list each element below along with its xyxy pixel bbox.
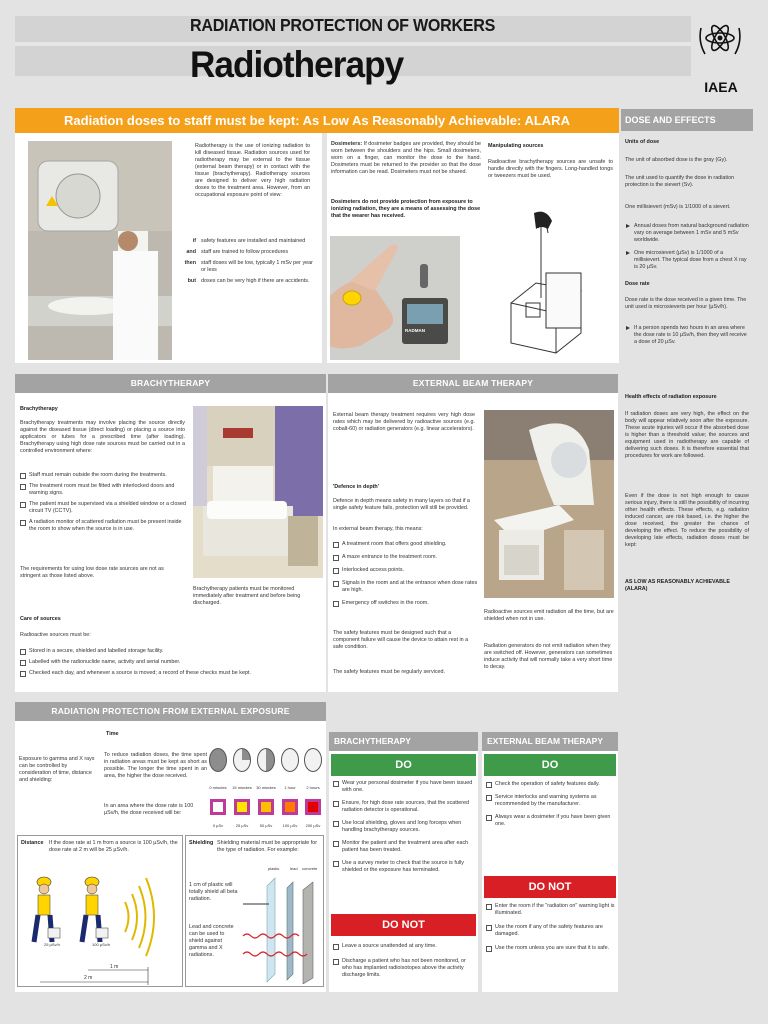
tongs-drawing [486, 203, 614, 360]
dose-swatch [305, 799, 321, 815]
clock-label: 1 hour [284, 785, 296, 790]
distance-illustration [20, 862, 182, 986]
header-kicker: RADIATION PROTECTION OF WORKERS [190, 15, 496, 35]
distance-text: If the dose rate at 1 m from a source is 100 µSv/h, the dose rate at 2 m will be 25 µSv/h. [49, 840, 178, 853]
ext-donot-bar: DO NOT [484, 876, 616, 898]
distance-title: Distance [21, 840, 44, 846]
care-text: Radioactive sources must be: [20, 632, 91, 638]
brachy-do-bar: DO [331, 754, 476, 776]
brachy-do-item: Monitor the patient and the treatment area after each patient has been treated. [333, 840, 475, 854]
condition-key: if [192, 238, 196, 244]
ext-service: The safety features must be regularly serviced. [333, 669, 446, 675]
brachy-header: BRACHYTHERAPY [15, 374, 326, 393]
dose-row [208, 796, 324, 832]
linac-caption2: Radiation generators do not emit radiation when they are switched off. However, generators can sometimes induce activity that will normally take a very short time to decay. [484, 643, 613, 670]
dose-rate-text: Dose rate is the dose received in a given time. The unit used is microsieverts per hour (µSv/h). [625, 297, 747, 310]
brachy-donot-item: Leave a source unattended at any time. [333, 943, 475, 950]
brachy-item: A radiation monitor of scattered radiation must be present inside the room to show when the source is in use. [20, 519, 188, 533]
ext-list [333, 541, 478, 611]
condition-row [179, 278, 315, 285]
ext-design: The safety features must be designed such that a component failure will cause the device to attain rest in a safe condition. [333, 630, 469, 650]
brachy-photo [193, 406, 323, 578]
units-title: Units of dose [625, 139, 660, 145]
condition-text: staff doses will be low, typically 1 mSv per year or less [201, 260, 313, 273]
brachy-low-dose: The requirements for using low dose rate sources are not as stringent as those listed above. [20, 566, 164, 579]
ext-item: Emergency off switches in the room. [333, 600, 478, 607]
brachy-item: The patient must be supervised via a shielded window or a closed circuit TV (CCTV). [20, 501, 188, 515]
shield-p2: Lead and concrete can be used to shield against gamma and X radiations. [189, 924, 234, 958]
health-title: Health effects of radiation exposure [625, 394, 717, 400]
shielding-text: Shielding material must be appropriate for the type of radiation. For example: [217, 840, 318, 853]
units-bullets [625, 223, 751, 275]
did-means: In external beam therapy, this means: [333, 526, 423, 532]
mat-label: plastic [268, 866, 280, 871]
dose-label: 25 µSv [235, 823, 249, 828]
dose-swatch [234, 799, 250, 815]
dose-effects-header: DOSE AND EFFECTS [621, 109, 753, 131]
shielding-title: Shielding [189, 840, 214, 846]
did-title: 'Defence in depth' [333, 484, 379, 490]
brachy-do-header: BRACHYTHERAPY [329, 732, 478, 751]
brachy-donot-list [333, 943, 475, 983]
brachy-caption: Brachytherapy patients must be monitored immediately after treatment and before being discharged. [193, 586, 301, 606]
shielding-box [185, 835, 324, 987]
did-text: Defence in depth means safety in many layers so that if a single safety feature fails, protection will still be provided. [333, 498, 470, 511]
manipulating-title: Manipulating sources [488, 143, 544, 149]
brachy-item: Staff must remain outside the room during the treatments. [20, 472, 188, 479]
condition-key: then [184, 260, 196, 266]
health-p1: If radiation doses are very high, the effect on the body will appear relatively soon after the exposure. These acute injuries will occur if the absorbed dose is higher than a threshold value; the sources and equipment used in radiotherapy are capable of delivering such doses. It is therefore essential that procedures for work are followed. [625, 411, 749, 459]
rp-header: RADIATION PROTECTION FROM EXTERNAL EXPOSURE [15, 702, 326, 721]
dose-effects-body [621, 131, 753, 991]
worker-near [82, 877, 108, 942]
brachy-donot-bar: DO NOT [331, 914, 476, 936]
units-p3: One millisievert (mSv) is 1/1000 of a sievert. [625, 204, 731, 210]
mat-label: concrete [302, 866, 318, 871]
alara-banner [15, 108, 619, 133]
mat-label: lead [290, 866, 298, 871]
clock-icon [257, 748, 275, 772]
alara-banner-phrase: As Low As Reasonably Achievable: ALARA [302, 113, 570, 128]
care-list [20, 648, 320, 681]
dose-label: 100 µSv [282, 823, 298, 828]
shield-p1: 1 cm of plastic will totally shield all beta radiation. [189, 882, 238, 902]
brachy-do-item: Wear your personal dosimeter if you have been issued with one. [333, 780, 475, 794]
dose-label: 0 µSv [212, 823, 224, 828]
clock-icon [281, 748, 299, 772]
clock-label: 15 minutes [232, 785, 252, 790]
dose-swatch [258, 799, 274, 815]
dose-label: 200 µSv [305, 823, 321, 828]
ext-do-bar: DO [484, 754, 616, 776]
dosimeters-body: If dosimeter badges are provided, they should be worn between the shoulders and the hips. Small dosimeters, worn on a finger, can monitor the dose to the hand. Dosimeters must be returned to the provider so that the dose information can be read. Dosimeters must not be shared. [331, 141, 481, 175]
intro-text: Radiotherapy is the use of ionizing radiation to kill diseased tissue. Radiation sources used for radiotherapy may be external to the tissue (external beam therapy) or in contact with the tissue (brachytherapy). Radiotherapy sources are designed to deliver very high radiation doses to the treatment area. However, from an occupational exposure point of view: [195, 143, 310, 198]
intro-photo [28, 141, 172, 360]
condition-text: doses can be very high if there are accidents. [201, 278, 310, 284]
clock-icon [209, 748, 227, 772]
ext-do-header: EXTERNAL BEAM THERAPY [482, 732, 618, 751]
shielding-illustration [241, 874, 323, 984]
clock-icon [304, 748, 322, 772]
alara-banner-prefix: Radiation doses to staff must be kept: [64, 113, 300, 128]
condition-row [179, 260, 315, 274]
clock-label: 30 minutes [256, 785, 276, 790]
dose-rate-bullets [625, 325, 751, 350]
iaea-logo-text: IAEA [704, 79, 738, 95]
units-p1: The unit of absorbed dose is the gray (Gy). [625, 157, 728, 163]
ext-donot-item: Use the room unless you are sure that it is safe. [486, 945, 616, 952]
ext-item: Interlocked access points. [333, 567, 478, 574]
condition-key: but [187, 278, 196, 284]
time-title: Time [106, 731, 119, 737]
units-p2: The unit used to quantify the dose in radiation protection is the sievert (Sv). [625, 175, 735, 188]
brachy-do-item: Ensure, for high dose rate sources, that the scattered radiation detector is operational. [333, 800, 475, 814]
care-item: Labelled with the radionuclide name, activity and serial number. [20, 659, 320, 666]
health-alara: AS LOW AS REASONABLY ACHIEVABLE (ALARA) [625, 579, 730, 592]
dosimeter-device-label: RADMAN [405, 328, 425, 333]
care-title: Care of sources [20, 616, 61, 622]
brachy-donot-item: Discharge a patient who has not been monitored, or who has implanted radioisotopes above the activity discharge limits. [333, 958, 475, 979]
ext-item: A treatment room that offers good shielding. [333, 541, 478, 548]
ext-do-item: Service interlocks and warning systems as recommended by the manufacturer. [486, 794, 616, 808]
units-bullet: Annual doses from natural background radiation vary on average between 1 mSv and 5 mSv worldwide. [625, 223, 751, 244]
brachy-item: The treatment room must be fitted with interlocked doors and warning signs. [20, 483, 188, 497]
dose-swatch [210, 799, 226, 815]
units-bullet: One microsievert (µSv) is 1/1000 of a millisievert. The typical dose from a chest X ray is 20 µSv. [625, 250, 751, 271]
ext-donot-item: Use the room if any of the safety features are damaged. [486, 924, 616, 938]
dose-swatch [282, 799, 298, 815]
condition-row [179, 238, 315, 245]
brachy-list [20, 472, 188, 537]
dist-label-big: 100 µSv/h [92, 942, 111, 947]
ext-donot-item: Enter the room if the "radiation on" warning light is illuminated. [486, 903, 616, 917]
ext-header: EXTERNAL BEAM THERAPY [328, 374, 618, 393]
ext-do-list [486, 781, 616, 832]
dist-1m: 1 m [110, 964, 119, 970]
dosimeters-text [331, 141, 481, 176]
page-title: Radiotherapy [190, 44, 404, 85]
manipulating-text: Radioactive brachytherapy sources are unsafe to handle directly with the fingers. Long-handled tongs or tweezers must be used. [488, 159, 613, 179]
worker-far [34, 877, 60, 942]
clock-row [208, 742, 324, 792]
ext-item: Signals in the room and at the entrance when dose rates are high. [333, 580, 478, 594]
brachy-do-item: Use local shielding, gloves and long forceps when handling brachytherapy sources. [333, 820, 475, 834]
condition-row [179, 249, 315, 256]
clock-icon [233, 748, 251, 772]
care-item: Checked each day, and whenever a source is moved; a record of these checks must be kept. [20, 670, 320, 677]
dose-rate-bullet: If a person spends two hours in an area where the dose rate is 10 µSv/h, then they will receive a dose of 20 µSv. [625, 325, 751, 346]
dose-label: 50 µSv [259, 823, 273, 828]
ext-do-item: Check the operation of safety features daily. [486, 781, 616, 788]
condition-text: safety features are installed and maintained [201, 238, 306, 244]
distance-box [17, 835, 183, 987]
condition-key: and [186, 249, 196, 255]
dist-2m: 2 m [84, 975, 93, 981]
brachy-do-list [333, 780, 475, 878]
condition-text: staff are trained to follow procedures [201, 249, 289, 255]
time-text: To reduce radiation doses, the time spent in radiation areas must be kept as short as possible. The longer the time spent in an area, the higher the dose received. [104, 752, 207, 779]
ext-donot-list [486, 903, 616, 956]
ext-item: A maze entrance to the treatment room. [333, 554, 478, 561]
brachy-title: Brachytherapy [20, 406, 58, 412]
intro-conditions [179, 238, 315, 289]
dosimeters-lead: Dosimeters: [331, 141, 363, 147]
brachy-do-item: Use a survey meter to check that the source is fully shielded or the exposure has terminated. [333, 860, 475, 874]
care-item: Stored in a secure, shielded and labelled storage facility. [20, 648, 320, 655]
ext-text: External beam therapy treatment requires very high dose rates which may be delivered by radioactive sources (e.g. cobalt-60) or radiation generators (e.g. linear accelerators). [333, 412, 475, 432]
health-p2: Even if the dose is not high enough to cause serious injury, there is still the possibility of incurring other health effects. These effects, e.g. radiation induced cancer, are risk based, i.e. the higher the dose received, the greater the chance of developing the effect. To reduce the possibility of developing late effects, radiation doses must be kept: [625, 493, 749, 548]
ext-do-item: Always wear a dosimeter if you have been given one. [486, 814, 616, 828]
dosimeter-photo [330, 236, 460, 360]
clock-label: 0 minutes [209, 785, 227, 790]
rp-intro: Exposure to gamma and X rays can be controlled by consideration of time, distance and shielding: [19, 756, 95, 783]
linac-caption1: Radioactive sources emit radiation all the time, but are shielded when not in use. [484, 609, 614, 622]
dose-rate-title: Dose rate [625, 281, 650, 287]
clock-label: 2 hours [306, 785, 320, 790]
dosimeters-note: Dosimeters do not provide protection from exposure to ionizing radiation, they are a means of assessing the dose that the wearer has received. [331, 199, 481, 219]
time-text2: In an area where the dose rate is 100 µSv/h, the dose received will be: [104, 803, 194, 816]
linac-photo [484, 410, 614, 598]
dist-label-small: 25 µSv/h [44, 942, 60, 947]
brachy-text: Brachytherapy treatments may involve placing the source directly against the diseased tissue (direct loading) or placing a source into applicators or tubes for a prescribed time (after loading). Brachytherapy using high dose rate sources must be carried out in a controlled environment where: [20, 420, 185, 454]
